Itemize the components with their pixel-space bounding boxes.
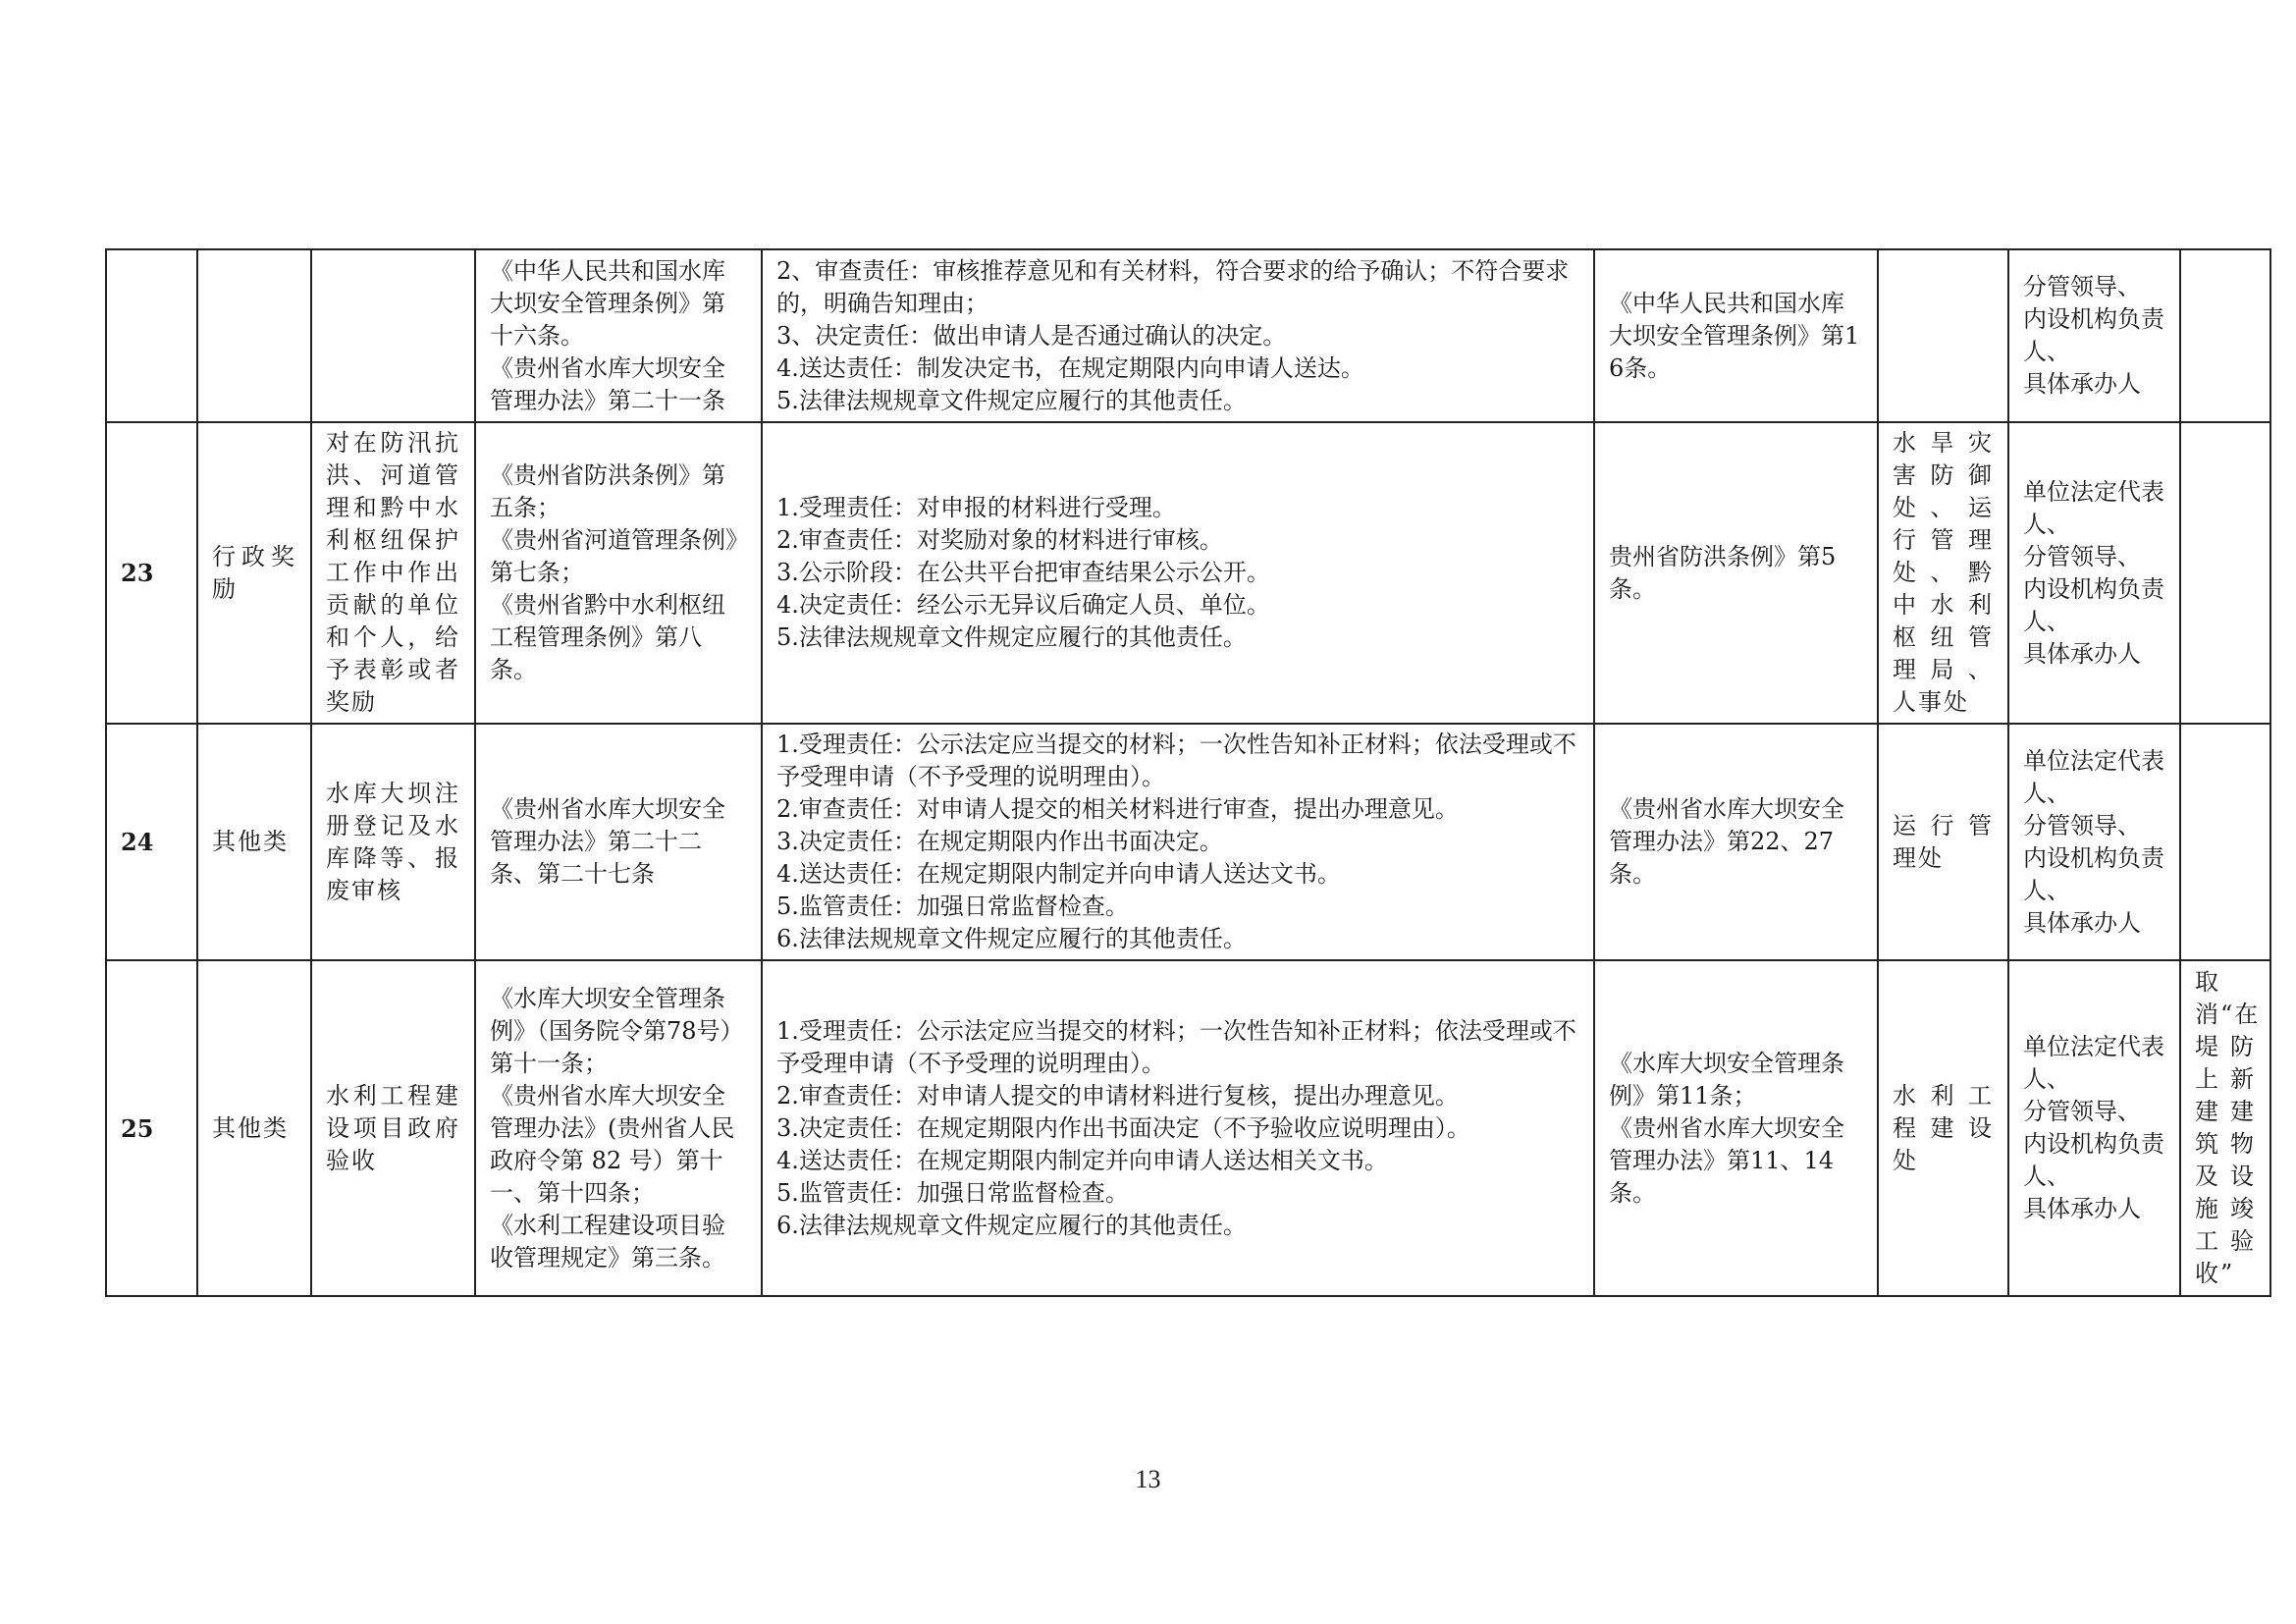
item-name-cell-text: 水库大坝注册登记及水库降等、报废审核 <box>326 779 460 904</box>
responsible-persons-cell <box>2008 960 2180 1296</box>
table-row <box>106 960 2270 1296</box>
row-number-text: 24 <box>121 828 154 856</box>
note-cell-text: 取消“在堤防上新建建筑物及设施竣工验收” <box>2195 968 2261 1287</box>
legal-basis-cell-line: 《贵州省水库大坝安全管理办法》(贵州省人民政府令第 82 号）第十一、第十四条； <box>490 1081 735 1207</box>
accountability-basis-cell-line: 《贵州省水库大坝安全管理办法》第22、27条。 <box>1609 795 1844 888</box>
responsible-persons-cell-line: 内设机构负责人、 <box>2023 305 2164 365</box>
accountability-basis-cell <box>1594 960 1878 1296</box>
legal-basis-cell <box>475 422 762 724</box>
duties-cell-line: 1.受理责任：公示法定应当提交的材料；一次性告知补正材料；依法受理或不予受理申请（不予受理的说明理由）。 <box>776 1016 1576 1077</box>
department-cell-text: 水利工程建设处 <box>1893 1081 1994 1174</box>
accountability-basis-cell-line: 贵州省防洪条例》第5条。 <box>1609 542 1837 603</box>
duties-cell-line: 3.决定责任：在规定期限内作出书面决定（不予验收应说明理由）。 <box>776 1113 1470 1142</box>
accountability-basis-cell-line: 《中华人民共和国水库大坝安全管理条例》第16条。 <box>1609 289 1860 382</box>
responsible-persons-cell <box>2008 422 2180 724</box>
legal-basis-cell-line: 《贵州省水库大坝安全管理办法》第二十一条 <box>490 353 725 414</box>
duties-cell-line: 3.公示阶段：在公共平台把审查结果公示公开。 <box>776 559 1270 586</box>
category-cell <box>197 960 311 1296</box>
legal-basis-cell-line: 《贵州省水库大坝安全管理办法》第二十二条、第二十七条 <box>490 795 725 888</box>
category-cell-text: 行政奖励 <box>212 542 296 603</box>
row-number <box>106 724 197 960</box>
duties-cell-line: 2.审查责任：对奖励对象的材料进行审核。 <box>776 526 1223 554</box>
responsible-persons-cell <box>2008 249 2180 422</box>
department-cell-text: 水旱灾害防御处、运行管理处、黔中水利枢纽管理局、人事处 <box>1893 429 1994 716</box>
item-name-cell <box>311 724 475 960</box>
duties-cell-line: 4.送达责任：在规定期限内制定并向申请人送达文书。 <box>776 860 1341 888</box>
duties-cell-line: 3、决定责任：做出申请人是否通过确认的决定。 <box>776 321 1287 350</box>
category-cell <box>197 249 311 422</box>
duties-cell <box>762 422 1594 724</box>
accountability-basis-cell-line: 《水库大坝安全管理条例》第11条； <box>1609 1049 1844 1110</box>
duties-cell-line: 1.受理责任：公示法定应当提交的材料；一次性告知补正材料；依法受理或不予受理申请（不予受理的说明理由）。 <box>776 731 1576 790</box>
duties-cell-line: 5.监管责任：加强日常监督检查。 <box>776 893 1129 920</box>
responsible-persons-cell-line: 具体承办人 <box>2023 908 2141 937</box>
legal-basis-cell-line: 《水库大坝安全管理条例》（国务院令第78号）第十一条； <box>490 984 744 1077</box>
legal-basis-cell <box>475 249 762 422</box>
duties-cell-line: 4.送达责任：制发决定书，在规定期限内向申请人送达。 <box>776 353 1364 382</box>
legal-basis-cell-line: 《水利工程建设项目验收管理规定》第三条。 <box>490 1211 725 1272</box>
department-cell <box>1878 249 2008 422</box>
responsible-persons-cell-line: 内设机构负责人、 <box>2023 574 2164 635</box>
duties-cell-line: 2、审查责任：审核推荐意见和有关材料，符合要求的给予确认；不符合要求的，明确告知理由； <box>776 256 1570 317</box>
responsible-persons-cell-line: 具体承办人 <box>2023 370 2141 398</box>
responsibility-table <box>105 248 2271 1297</box>
duties-cell-line: 2.审查责任：对申请人提交的相关材料进行审查，提出办理意见。 <box>776 795 1459 823</box>
item-name-cell-text: 水利工程建设项目政府验收 <box>326 1081 460 1174</box>
accountability-basis-cell <box>1594 724 1878 960</box>
accountability-basis-cell <box>1594 249 1878 422</box>
note-cell <box>2180 960 2270 1296</box>
item-name-cell <box>311 960 475 1296</box>
note-cell <box>2180 422 2270 724</box>
legal-basis-cell-line: 《中华人民共和国水库大坝安全管理条例》第十六条。 <box>490 256 725 350</box>
duties-cell <box>762 249 1594 422</box>
responsible-persons-cell-line: 分管领导、 <box>2023 542 2141 570</box>
duties-cell-line: 4.决定责任：经公示无异议后确定人员、单位。 <box>776 591 1270 619</box>
category-cell <box>197 724 311 960</box>
department-cell <box>1878 724 2008 960</box>
table-row <box>106 249 2270 422</box>
category-cell-text: 其他类 <box>212 1113 289 1142</box>
legal-basis-cell-line: 《贵州省防洪条例》第五条； <box>490 461 725 521</box>
legal-basis-cell <box>475 960 762 1296</box>
duties-cell-line: 1.受理责任：对申报的材料进行受理。 <box>776 494 1176 521</box>
responsible-persons-cell-line: 单位法定代表人、 <box>2023 1033 2164 1093</box>
responsible-persons-cell-line: 单位法定代表人、 <box>2023 477 2164 538</box>
row-number <box>106 960 197 1296</box>
duties-cell-line: 4.送达责任：在规定期限内制定并向申请人送达相关文书。 <box>776 1146 1388 1174</box>
accountability-basis-cell <box>1594 422 1878 724</box>
legal-basis-cell-line: 《贵州省黔中水利枢纽工程管理条例》第八条。 <box>490 591 725 683</box>
duties-cell-line: 6.法律法规规章文件规定应履行的其他责任。 <box>776 925 1247 952</box>
row-number-text: 23 <box>121 559 154 587</box>
row-number <box>106 249 197 422</box>
table-row <box>106 422 2270 724</box>
responsible-persons-cell-line: 分管领导、 <box>2023 273 2141 300</box>
responsible-persons-cell <box>2008 724 2180 960</box>
duties-cell <box>762 724 1594 960</box>
responsible-persons-cell-line: 分管领导、 <box>2023 811 2141 839</box>
item-name-cell <box>311 422 475 724</box>
legal-basis-cell <box>475 724 762 960</box>
item-name-cell-text: 对在防汛抗洪、河道管理和黔中水利枢纽保护工作中作出贡献的单位和个人，给予表彰或者奖励 <box>326 429 460 716</box>
duties-cell-line: 5.法律法规规章文件规定应履行的其他责任。 <box>776 386 1247 414</box>
responsible-persons-cell-line: 单位法定代表人、 <box>2023 746 2164 807</box>
duties-cell-line: 6.法律法规规章文件规定应履行的其他责任。 <box>776 1211 1247 1239</box>
accountability-basis-cell-line: 《贵州省水库大坝安全管理办法》第11、14条。 <box>1609 1113 1844 1207</box>
duties-cell-line: 5.法律法规规章文件规定应履行的其他责任。 <box>776 623 1247 651</box>
row-number <box>106 422 197 724</box>
duties-cell-line: 2.审查责任：对申请人提交的申请材料进行复核，提出办理意见。 <box>776 1081 1459 1110</box>
responsible-persons-cell-line: 内设机构负责人、 <box>2023 843 2164 904</box>
department-cell <box>1878 422 2008 724</box>
page-number: 13 <box>1135 1465 1161 1493</box>
category-cell-text: 其他类 <box>212 828 289 855</box>
note-cell <box>2180 249 2270 422</box>
item-name-cell <box>311 249 475 422</box>
duties-cell-line: 3.决定责任：在规定期限内作出书面决定。 <box>776 828 1223 855</box>
responsible-persons-cell-line: 内设机构负责人、 <box>2023 1130 2164 1190</box>
table-row <box>106 724 2270 960</box>
responsible-persons-cell-line: 分管领导、 <box>2023 1098 2141 1125</box>
responsible-persons-cell-line: 具体承办人 <box>2023 639 2141 668</box>
row-number-text: 25 <box>121 1113 154 1143</box>
responsible-persons-cell-line: 具体承办人 <box>2023 1195 2141 1222</box>
legal-basis-cell-line: 《贵州省河道管理条例》第七条； <box>490 526 737 586</box>
duties-cell-line: 5.监管责任：加强日常监督检查。 <box>776 1178 1129 1207</box>
department-cell <box>1878 960 2008 1296</box>
category-cell <box>197 422 311 724</box>
note-cell <box>2180 724 2270 960</box>
duties-cell <box>762 960 1594 1296</box>
department-cell-text: 运行管理处 <box>1893 811 1994 872</box>
